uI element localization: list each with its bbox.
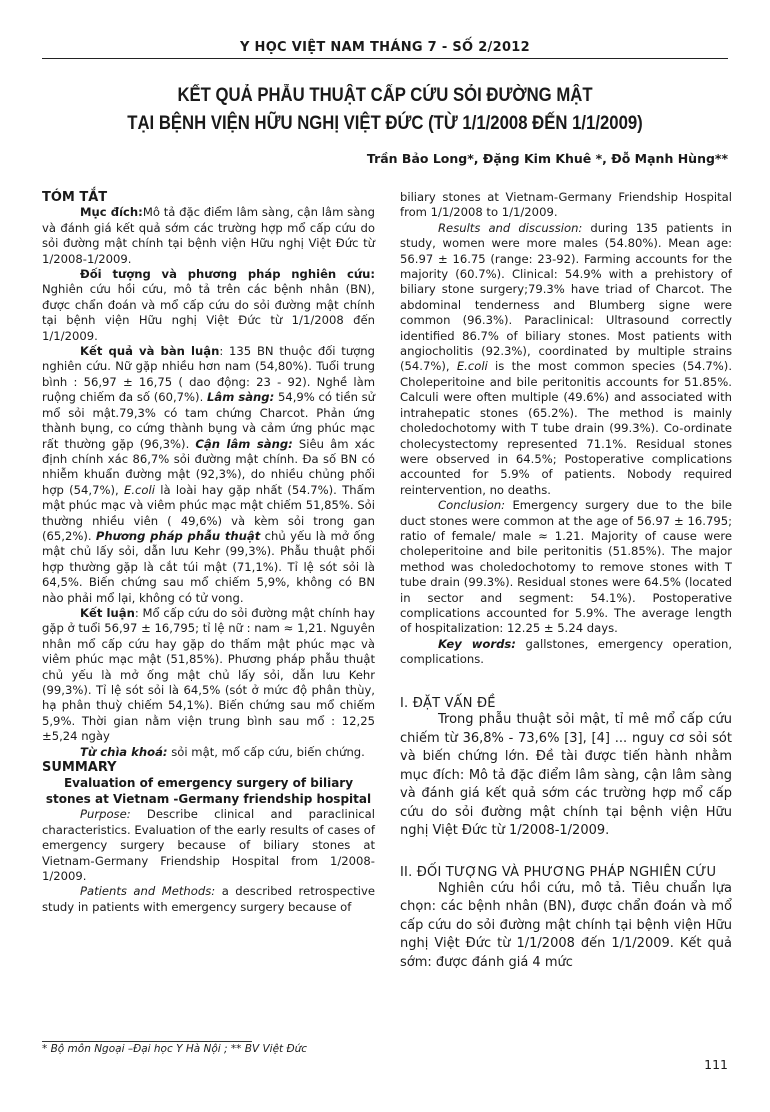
summary-purpose-text: Describe clinical and paraclinical characteristics. Evaluation of the early results of cases of emergency surgery because of biliary stones at Vietnam-Germany Friendship Hospital from 1/2008-1/2009. (42, 807, 375, 884)
surgery-label: Phương pháp phẫu thuật (95, 528, 261, 543)
ecoli-term: E.coli (124, 482, 155, 497)
summary-conclusion-label: Conclusion: (438, 498, 506, 513)
section-1-text: Trong phẫu thuật sỏi mật, tỉ mê mổ cấp cứu chiếm từ 36,8% - 73,6% [3], [4] ... nguy cơ sỏi sót và biến chứng lớn. Đề tài được tiến hành nhằm mục đích: Mô tả đặc điểm lâm sàng, cận lâm sàng và đánh giá kết quả sớm các trường hợp mổ cấp cứu do sỏi đường mật chính tại bệnh viện Hữu nghị Việt Đức từ 1/2008-1/2009. (400, 712, 732, 838)
methods-label: Đối tượng và phương pháp nghiên cứu: (80, 267, 375, 282)
abstract-vi-keywords (42, 745, 375, 760)
summary-results-text-1: during 135 patients in study, women were more males (54.80%). Mean age: 56.97 ± 16.75 (range: 23-92). Farming accounts for the majority (60.7%). Clinical: 54.9% with a prehistory of biliary stone surgery;79.3% have triad of Charcot. The abdominal tenderness and Blumberg signe were common (96.3%). Paraclinical: Ultrasound correctly identified 86.7% of biliary stones. Most patients with angiocholitis (92.3%), coordinated by multiple strains (54.7%), (400, 220, 733, 374)
summary-methods-cont: biliary stones at Vietnam-Germany Friendship Hospital from 1/1/2008 to 1/1/2009. (400, 190, 732, 220)
abstract-vi-heading: TÓM TẮT (42, 190, 108, 205)
summary-title: Evaluation of emergency surgery of biliary stones at Vietnam -Germany friendship hospital (45, 776, 372, 807)
title-line-1: KẾT QUẢ PHẪU THUẬT CẤP CỨU SỎI ĐƯỜNG MẬT (177, 85, 593, 106)
summary-conclusion-text: Emergency surgery due to the bile duct stones were common at the age of 56.97 ± 16.795; ratio of female/ male ≈ 1.21. Majority of cause were choleperitoine and bile peritonitis (51.85%). The major method was choledochotomy to remove stones with T tube drain (99.3%). Residual stones were 64.5% (located in sector and segment: 54.1%). Postoperative complications accounted for 5.9%. The average length of hospitalization: 12.25 ± 5.24 days. (400, 498, 733, 636)
conclusion-label: Kết luận (80, 605, 135, 620)
footnote: * Bộ môn Ngoại –Đại học Y Hà Nội ; ** BV Việt Đức (42, 1043, 308, 1055)
results-text-2: 54,9% có tiền sử mổ sỏi mật.79,3% có tam chứng Charcot. Phản ứng thành bụng, co cứng thành bụng và cảm ứng phúc mạc rất thường gặp (96,3%). (42, 390, 376, 451)
title-line-2: TẠI BỆNH VIỆN HỮU NGHỊ VIỆT ĐỨC (TỪ 1/1/2008 ĐẾN 1/1/2009) (127, 113, 643, 134)
summary-results (400, 221, 732, 498)
journal-header: Y HỌC VIỆT NAM THÁNG 7 - SỐ 2/2012 (239, 40, 530, 55)
clinical-label: Lâm sàng: (206, 390, 275, 405)
section-2-heading: II. ĐỐI TƯỢNG VÀ PHƯƠNG PHÁP NGHIÊN CỨU (400, 864, 717, 880)
results-text-4: là loài hay gặp nhất (54.7%). Thấm mật phúc mạc và viêm phúc mạc mật chiếm 51,85%. Sỏi thường nhiều viên ( 49,6%) và kèm sỏi trong gan (65,2%). (42, 482, 376, 543)
summary-conclusion (400, 498, 732, 637)
article-title (46, 82, 724, 138)
abstract-vi-conclusion (42, 606, 375, 745)
page-number: 111 (704, 1057, 728, 1072)
header-rule (42, 58, 728, 59)
summary-keywords (400, 637, 732, 668)
paraclinical-label: Cận lâm sàng: (195, 436, 293, 451)
abstract-vi-methods (42, 267, 375, 344)
abstract-vi-purpose (42, 205, 375, 267)
keywords-text: sỏi mật, mổ cấp cứu, biến chứng. (171, 744, 365, 759)
results-label: Kết quả và bàn luận (80, 344, 220, 359)
summary-results-label: Results and discussion: (438, 220, 583, 235)
summary-methods-text: a described retrospective study in patients with emergency surgery because of (42, 884, 376, 914)
summary-results-text-2: is the most common species (54.7%). Choleperitoine and bile peritonitis accounts for 51.85%. Calculi were often multiple (49.6%) and associated with intrahepatic stones (65.2%). The method is mainly choledochotomy with T tube drain (99.3%). Co-ordinate cholecystectomy represented 71.1%. Residual stones were observed in 64.5%; Postoperative complications accounted for 5.9% of patients. Nobody required reintervention, no deaths. (400, 359, 733, 497)
left-column (42, 190, 375, 915)
section-2-text: Nghiên cứu hồi cứu, mô tả. Tiêu chuẩn lựa chọn: các bệnh nhân (BN), được chẩn đoán và mổ cấp cứu do sỏi đường mật chính tại bệnh viện Hữu nghị Việt Đức từ 1/1/2008 đến 1/1/2009. Kết quả sớm: được đánh giá 4 mức (400, 880, 732, 970)
summary-methods (42, 884, 375, 915)
summary-keywords-text: gallstones, emergency operation, complications. (400, 636, 732, 667)
summary-purpose (42, 807, 375, 884)
authors: Trần Bảo Long*, Đặng Kim Khuê *, Đỗ Mạnh Hùng** (366, 151, 728, 166)
results-text-3: Siêu âm xác định chính xác 86,7% sỏi đường mật chính. Đa số BN có nhiễm khuẩn đường mật (92,3%), do nhiều chủng phối hợp (54,7%), (42, 436, 376, 497)
abstract-vi-results (42, 344, 375, 606)
right-column (400, 190, 732, 972)
summary-heading: SUMMARY (42, 760, 117, 776)
keywords-label: Từ chìa khoá: (80, 744, 168, 759)
summary-methods-label: Patients and Methods: (80, 884, 216, 899)
purpose-label: Mục đích: (80, 205, 143, 220)
methods-text: Nghiên cứu hồi cứu, mô tả trên các bệnh nhân (BN), được chẩn đoán và mổ cấp cứu do sỏi đường mật chính tại bệnh viện Hữu nghị Việt Đức từ 1/1/2008 đến 1/1/2009. (42, 282, 375, 343)
conclusion-text: : Mổ cấp cứu do sỏi đường mật chính hay gặp ở tuổi 56,97 ± 16,795; tỉ lệ nữ : nam ≈ 1,21. Nguyên nhân mổ cấp cứu hay gặp do thấm mật phúc mạc và viêm phúc mạc mật (51,85%). Phương pháp phẫu thuật chủ yếu là mở ống mật chủ lấy sỏi, dẫn lưu Kehr (99,3%). Tỉ lệ sót sỏi là 64,5% (sót ở mức độ phân thùy, hạ phân thuỳ chiếm 54,1%). Biến chứng sau mổ chiếm 5,9%. Thời gian nằm viện trung bình sau mổ : 12,25 ±5,24 ngày (42, 605, 375, 744)
summary-ecoli-term: E.coli (456, 359, 488, 374)
summary-keywords-label: Key words: (438, 636, 516, 651)
summary-purpose-label: Purpose: (80, 807, 131, 822)
purpose-text: Mô tả đặc điểm lâm sàng, cận lâm sàng và đánh giá kết quả sớm các trường hợp mổ cấp cứu do sỏi đường mật chính tại bệnh viện Hữu nghị Việt Đức từ 1/2008-1/2009. (42, 205, 375, 266)
results-text-1: : 135 BN thuộc đối tượng nghiên cứu. Nữ gặp nhiều hơn nam (54,80%). Tuổi trung bình : 56,97 ± 16,75 ( dao động: 23 - 92). Nghề làm ruộng chiếm đa số (60,7%). (42, 344, 375, 405)
results-text-5: chủ yếu là mở ống mật chủ lấy sỏi, dẫn lưu Kehr (99,3%). Phẫu thuật phối hợp thường gặp là cắt túi mật (71,1%). Tỉ lệ sót sỏi là 64,5%. Biến chứng sau mổ chiếm 5,9%, không có BN nào phải mổ lại, không có tử vong. (42, 528, 376, 605)
section-1-heading: I. ĐẶT VẤN ĐỀ (400, 695, 496, 711)
footnote-rule (42, 1041, 252, 1042)
